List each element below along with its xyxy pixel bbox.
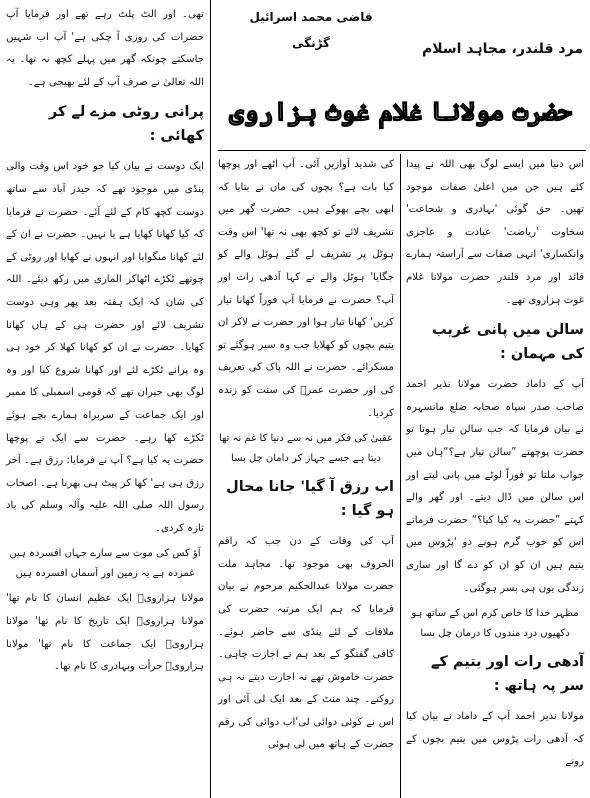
author-byline: قاضی محمد اسرائیل گڑنگی <box>249 10 373 50</box>
right-column <box>406 154 584 774</box>
couplet-1-line-2: دکھیوں درد مندوں کا درمان چل بسا <box>420 628 570 640</box>
subheading-midnight-orphan: آدھی رات اور یتیم کے سر پہ ہاتھ : <box>430 654 584 695</box>
couplet-3-line-2: غمزدہ ہے یہ زمین اور آسماں افسردہ ہیں <box>15 568 195 580</box>
middle-column <box>218 154 394 757</box>
couplet-2-line-2: دیتا ہے جسے جہاز کر دامان چل بسا <box>231 453 381 465</box>
paragraph-midnight-orphan: مولانا نذیر احمد آپ کے داماد نے بیان کیا کہ آدھی رات پڑوس میں یتیم بچوں کے رونے <box>406 711 584 768</box>
article-title: حضرت مولانا غلام غوث ہزاروی <box>229 97 572 126</box>
left-column <box>6 4 204 679</box>
intro-paragraph: اس دنیا میں ایسے لوگ بھی اللہ نے پیدا کئے ہیں جن میں اعلیٰ صفات موجود تھیں۔ حق گوئی 'بہادری و شجاعت' سخاوت 'ریاضت' عبادت و عاجزی وانکساری' انہی صفات سے آراستہ ہمارے قائد اور مرد قلندر حضرت مولانا غلام غوث ہزاروی تھے۔ <box>406 159 584 306</box>
couplet-2-line-1: عقبیٰ کی فکر میں نہ سے دنیا کا غم نہ تھا <box>218 433 394 445</box>
subheading-old-bread: پرانی روٹی مزے لے کر کھائی : <box>48 104 204 145</box>
paragraph-continuation: تھی۔ اور الٹ پلٹ رہے تھے اور فرمایا آپ حضرات کی روزی آ چکی ہے' آپ اب شہیں جاسکتے چونکہ گھر میں پہلے کچھ نہ تھا۔ یہ اللہ تعالیٰ نے صرف آپ کے لئے بھیجی ہے۔ <box>6 9 204 88</box>
subheading-sustenance: اب رزق آ گیا' جانا محال ہو گیا : <box>226 479 394 520</box>
couplet-3 <box>6 544 204 584</box>
paragraph-old-bread: ایک دوست نے بیان کیا جو خود اس وقت والی پنڈی میں موجود تھے کہ حیدر آباد سے ساتھ دوست کچھ کام کے لئے آئے۔ حضرت نے فرمایا کہ کیا کھانا کھایا ہے یا نہیں۔ حضرت نے ان کے لئے کھانا منگوایا اور انہوں نے کھایا اور روٹی کے چوتھے ٹکڑے اٹھاکر الماری میں رکھ دیئے۔ اللہ کی شان کہ ایک ہفتہ بعد پھر وہی دوست تشریف لائے اور حضرت ہی کے ہاں کھانا کھایا۔ حضرت نے ان کو کھانا کھلا کر خود ہی وہ پرانے ٹکڑے لئے اور کھانا شروع کیا اور وہ لوگ بھی حیران تھے کہ قومی اسمبلی کا ممبر اور ایک جماعت کے سربراہ ہمارے بچے ہوئے ٹکڑے کھا رہے۔ حضرت سے ایک نے پوچھا حضرت یہ کیا ہے؟ آپ نے فرمایا: رزق ہے۔ آخر رزق ہی ہے' کھا کر پیٹ ہی بھرنا ہے۔ اصحاب رسول اللہ صلی اللہ علیہ وآلہ وسلم کی یاد تازہ کردی۔ <box>6 161 204 534</box>
couplet-1 <box>406 604 584 644</box>
couplet-3-line-1: آؤ کس کی موت سے سارے جہاں افسردہ ہیں <box>9 548 201 560</box>
article-title-box <box>218 84 583 146</box>
paragraph-sustenance: آپ کی وفات کے دن جب کہ راقم الحروف بھی موجود تھا۔ مجاہد ملت حضرت مولانا عبدالحکیم مرحوم نے بیان فرمایا کہ ہم ایک مرتبہ حضرت کی ملاقات کے لئے پنڈی سے حاضر ہوئے۔ کافی گفتگو کے بعد ہم نے اجازت چاہی۔ حضرت خاموش تھے نہ اجازت دیتے نہ ہی روکتے۔ چند منٹ کے بعد ایک لی آئی اور اس نے کوئی دوائی لی'اب دوائی کی رقم حضرت کے ہاتھ میں لی ہوئی <box>218 536 394 751</box>
column-divider-left <box>210 0 211 798</box>
paragraph-curry-water: آپ کے داماد حضرت مولانا نذیر احمد صاحب صدر سپاہ صحابہ ضلع مانسہرہ نے بیان فرمایا کہ جب سالن تیار ہوتا تو حضرت پوچھتے ”سالن تیار ہے؟“ہاں میں جواب ملتا تو فوراً لوٹے میں پانی لیتے اور اس سالن میں ڈال دیتے۔ اور گھر والے کہتے ”حضرت یہ کیا کیا؟“ حضرت فرماتے اس کو خوب گرم ہونے دو 'پڑوس میں یتیم ہیں ان کو ان کو دے گا اور ساری زندگی یوں ہی بسر ہوگئی۔ <box>406 379 584 594</box>
subheading-curry-water: سالن میں پانی غریب کی مہمان : <box>431 322 584 363</box>
couplet-2 <box>218 429 394 469</box>
header-divider <box>218 150 586 151</box>
paragraph-hotel-meal: کی شدید آوازیں آئی۔ آپ اٹھے اور پوچھا کیا بات ہے؟ بچوں کی ماں نے بتایا کہ ابھی بچے بھوکے ہیں۔ حضرت گھر میں تشریف لائے تو کچھ بھی نہ تھا' اس وقت ہوٹل پر تشریف لے گئے ہوٹل والے کو جگایا' ہوٹل والے نے کہا آدھی رات اور آپ؟ حضرت نے فرمایا آپ فوراً کھانا تیار کریں' کھانا تیار ہوا اور حضرت نے لاکر ان یتیم بچوں کو کھلایا جب وہ سیر ہوگئے تو مسکرائے۔ حضرت نے اللہ پاک کی تعریف کی اور حضرت عمرؓ کی سنت کو زندہ کردیا۔ <box>218 159 394 419</box>
column-divider-right <box>400 154 401 798</box>
article-kicker: مرد قلندر، مجاہد اسلام <box>421 41 583 57</box>
couplet-1-line-1: مظہر خدا کا خاص کرم اس کے ساتھ ہو <box>411 608 579 620</box>
paragraph-closing: مولانا ہزارویؒ ایک عظیم انسان کا نام تھا' مولانا ہزارویؒ ایک تاریخ کا نام تھا' مولانا ہزارویؒ ایک جماعت کا نام تھا' مولانا ہزارویؒ جرأت وبہادری کا نام تھا۔ <box>6 593 204 673</box>
